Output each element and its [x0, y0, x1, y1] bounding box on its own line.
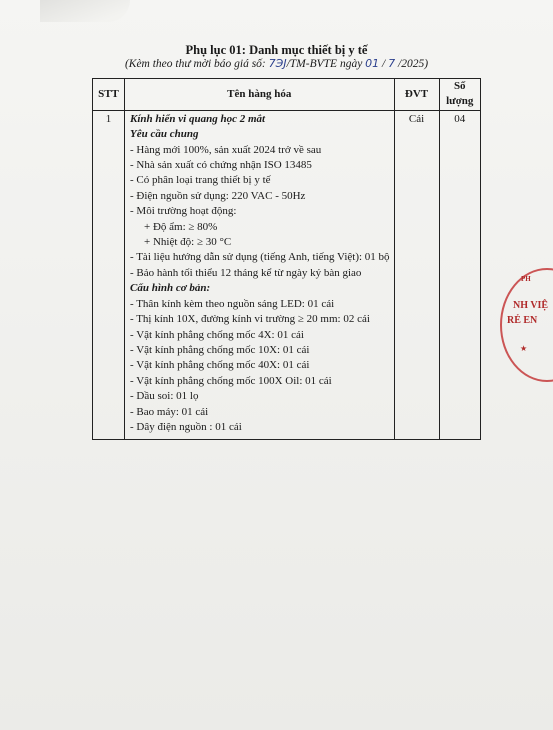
- general-requirements-heading: Yêu cầu chung: [130, 128, 199, 141]
- config-line: - Bao máy: 01 cái: [130, 405, 209, 418]
- handwritten-number: 7ЭЈ: [268, 57, 287, 70]
- document-title: Phụ lục 01: Danh mục thiết bị y tế: [185, 43, 368, 57]
- config-heading: Cấu hình cơ bản:: [130, 282, 211, 295]
- stamp-star-icon: ★: [520, 344, 528, 353]
- document-subtitle: [0, 57, 553, 70]
- config-line: - Vật kính phẳng chống mốc 100X Oil: 01 cái: [130, 374, 332, 387]
- subtitle-mid: /TM-BVTE ngày: [286, 58, 366, 70]
- stamp-text-line1: NH VIỆ: [513, 300, 549, 311]
- header-qty-line2: lượng: [446, 95, 474, 108]
- config-line: - Dây điện nguồn : 01 cái: [130, 420, 242, 433]
- cell-stt: 1: [93, 110, 125, 440]
- table-header-row: [93, 79, 481, 111]
- item-name: Kính hiển vi quang học 2 mắt: [130, 112, 266, 125]
- spec-line: - Hàng mới 100%, sản xuất 2024 trở về sau: [130, 143, 322, 156]
- cell-qty: 04: [439, 110, 480, 440]
- config-line: - Dầu soi: 01 lọ: [130, 390, 199, 403]
- header-qty: [439, 79, 480, 111]
- handwritten-month: 7: [388, 57, 396, 70]
- spec-line: - Điện nguồn sử dụng: 220 VAC - 50Hz: [130, 189, 306, 202]
- env-line: + Nhiệt độ: ≥ 30 °C: [144, 236, 232, 249]
- header-qty-line1: Số: [453, 80, 466, 92]
- header-unit: ĐVT: [394, 79, 439, 111]
- page-fold-shadow: [40, 0, 130, 22]
- stamp-text-line2: RẺ EN: [507, 315, 538, 326]
- config-line: - Vật kính phẳng chống mốc 10X: 01 cái: [130, 343, 310, 356]
- cell-item-description: [125, 110, 395, 440]
- config-line: - Vật kính phẳng chống mốc 4X: 01 cái: [130, 328, 304, 341]
- subtitle-sep: /: [379, 58, 389, 70]
- spec-line: - Tài liệu hướng dẫn sử dụng (tiếng Anh, tiếng Việt): 01 bộ: [130, 251, 390, 264]
- header-name: Tên hàng hóa: [125, 79, 395, 111]
- env-line: + Độ ẩm: ≥ 80%: [144, 220, 218, 233]
- subtitle-prefix: (Kèm theo thư mời báo giá số:: [124, 58, 269, 70]
- handwritten-day: 01: [365, 57, 380, 70]
- cell-unit: Cái: [394, 110, 439, 440]
- table-row: [93, 110, 481, 440]
- subtitle-suffix: /2025): [395, 58, 429, 70]
- spec-line: - Có phân loại trang thiết bị y tế: [130, 174, 271, 187]
- spec-line: - Bảo hành tối thiểu 12 tháng kể từ ngày ký bàn giao: [130, 266, 362, 279]
- spec-line: - Nhà sản xuất có chứng nhận ISO 13485: [130, 159, 312, 172]
- stamp-top-text: PH: [521, 275, 531, 283]
- equipment-table: [92, 78, 481, 440]
- header-stt: STT: [93, 79, 125, 111]
- spec-line: - Môi trường hoạt động:: [130, 205, 237, 218]
- config-line: - Vật kính phẳng chống mốc 40X: 01 cái: [130, 359, 310, 372]
- config-line: - Thân kính kèm theo nguồn sáng LED: 01 cái: [130, 297, 335, 310]
- config-line: - Thị kính 10X, đường kính vi trường ≥ 20 mm: 02 cái: [130, 313, 370, 326]
